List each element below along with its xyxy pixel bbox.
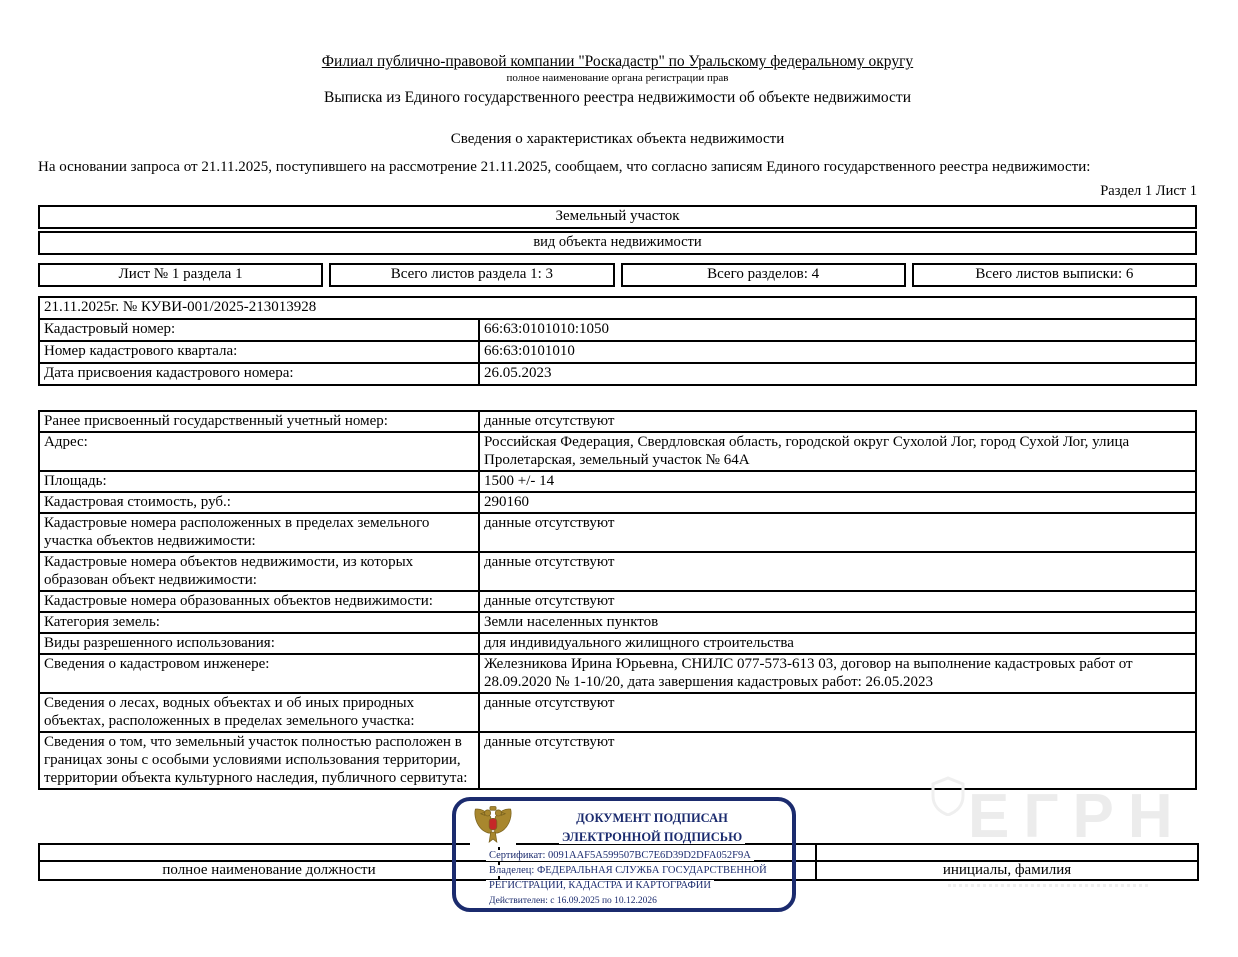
position-label: полное наименование должности	[39, 861, 499, 880]
table-row	[39, 654, 1196, 693]
watermark-shield-icon	[930, 776, 966, 816]
row-value: 66:63:0101010:1050	[479, 319, 1196, 341]
table-row	[39, 319, 1196, 341]
table-row	[39, 513, 1196, 552]
row-value: для индивидуального жилищного строительства	[479, 633, 1196, 654]
document-title: Выписка из Единого государственного реестра недвижимости об объекте недвижимости	[324, 89, 911, 106]
table-row	[39, 432, 1196, 471]
row-label: Адрес:	[39, 432, 479, 471]
row-value: данные отсутствуют	[479, 732, 1196, 789]
row-label: Дата присвоения кадастрового номера:	[39, 363, 479, 385]
table-row	[39, 363, 1196, 385]
name-label: инициалы, фамилия	[816, 861, 1198, 880]
row-label: Виды разрешенного использования:	[39, 633, 479, 654]
table-row	[39, 411, 1196, 432]
row-label: Площадь:	[39, 471, 479, 492]
row-label: Ранее присвоенный государственный учетный номер:	[39, 411, 479, 432]
document-content	[38, 0, 1197, 906]
object-kind-caption: вид объекта недвижимости	[38, 231, 1197, 255]
table-row	[39, 552, 1196, 591]
table-row	[39, 297, 1196, 319]
table-row	[39, 612, 1196, 633]
sheet-cell: Всего разделов: 4	[621, 263, 906, 287]
row-value: данные отсутствуют	[479, 411, 1196, 432]
row-value: Железникова Ирина Юрьевна, СНИЛС 077-573-613 03, договор на выполнение кадастровых работ от 28.09.2020 № 1-10/20, дата завершения кадастровых работ: 26.05.2023	[479, 654, 1196, 693]
row-label: Сведения о лесах, водных объектах и об иных природных объектах, расположенных в пределах земельного участка:	[39, 693, 479, 732]
row-label: Кадастровые номера объектов недвижимости, из которых образован объект недвижимости:	[39, 552, 479, 591]
section-title: Сведения о характеристиках объекта недвижимости	[450, 131, 785, 147]
row-label: Кадастровая стоимость, руб.:	[39, 492, 479, 513]
stamp-certificate: Сертификат: 0091AAF5A599507BC7E6D39D2DFA052F9A	[486, 850, 754, 862]
row-label: Кадастровые номера образованных объектов недвижимости:	[39, 591, 479, 612]
table-row	[39, 591, 1196, 612]
table-row	[39, 732, 1196, 789]
request-line: На основании запроса от 21.11.2025, поступившего на рассмотрение 21.11.2025, сообщаем, что согласно записям Единого государственного реестра недвижимости:	[38, 159, 1091, 175]
sheet-counters-row	[38, 263, 1197, 287]
request-number: 21.11.2025г. № КУВИ-001/2025-213013928	[39, 297, 1196, 319]
row-label: Категория земель:	[39, 612, 479, 633]
row-label: Кадастровые номера расположенных в пределах земельного участка объектов недвижимости:	[39, 513, 479, 552]
digital-signature-stamp	[452, 797, 796, 912]
org-name: Филиал публично-правовой компании "Роскадастр" по Уральскому федеральному округу	[321, 53, 914, 70]
stamp-title-line1: ДОКУМЕНТ ПОДПИСАН	[520, 812, 784, 825]
table-row	[39, 341, 1196, 363]
signature-cell	[816, 844, 1198, 861]
stamp-owner-line1: Владелец: ФЕДЕРАЛЬНАЯ СЛУЖБА ГОСУДАРСТВЕННОЙ	[486, 865, 770, 877]
row-label: Сведения о кадастровом инженере:	[39, 654, 479, 693]
object-kind: Земельный участок	[38, 205, 1197, 229]
row-value: Земли населенных пунктов	[479, 612, 1196, 633]
sheet-cell: Лист № 1 раздела 1	[38, 263, 323, 287]
row-label: Сведения о том, что земельный участок полностью расположен в границах зоны с особыми условиями использования территории, территории объекта культурного наследия, публичного сервитута:	[39, 732, 479, 789]
table-row	[39, 693, 1196, 732]
coat-of-arms-icon	[470, 805, 516, 847]
cadastral-id-table	[38, 296, 1197, 386]
table-row	[39, 492, 1196, 513]
row-value: Российская Федерация, Свердловская область, городской округ Сухолой Лог, город Сухой Лог, улица Пролетарская, земельный участок № 64А	[479, 432, 1196, 471]
sheet-cell: Всего листов раздела 1: 3	[329, 263, 614, 287]
row-value: 26.05.2023	[479, 363, 1196, 385]
watermark-text: ЕГРН	[968, 782, 1187, 851]
section-sheet-label: Раздел 1 Лист 1	[1100, 183, 1197, 199]
table-row	[39, 471, 1196, 492]
table-row	[39, 633, 1196, 654]
row-label: Кадастровый номер:	[39, 319, 479, 341]
signature-cell	[39, 844, 499, 861]
row-value: данные отсутствуют	[479, 591, 1196, 612]
org-name-caption: полное наименование органа регистрации прав	[506, 72, 729, 84]
row-value: данные отсутствуют	[479, 693, 1196, 732]
row-value: 66:63:0101010	[479, 341, 1196, 363]
stamp-owner-line2: РЕГИСТРАЦИИ, КАДАСТРА И КАРТОГРАФИИ	[486, 880, 714, 892]
stamp-validity: Действителен: с 16.09.2025 по 10.12.2026	[486, 895, 660, 907]
watermark-underline	[948, 884, 1148, 887]
sheet-cell: Всего листов выписки: 6	[912, 263, 1197, 287]
row-value: данные отсутствуют	[479, 552, 1196, 591]
row-value: данные отсутствуют	[479, 513, 1196, 552]
row-value: 290160	[479, 492, 1196, 513]
row-value: 1500 +/- 14	[479, 471, 1196, 492]
row-label: Номер кадастрового квартала:	[39, 341, 479, 363]
details-table	[38, 410, 1197, 790]
stamp-title-line2: ЭЛЕКТРОННОЙ ПОДПИСЬЮ	[520, 831, 784, 844]
